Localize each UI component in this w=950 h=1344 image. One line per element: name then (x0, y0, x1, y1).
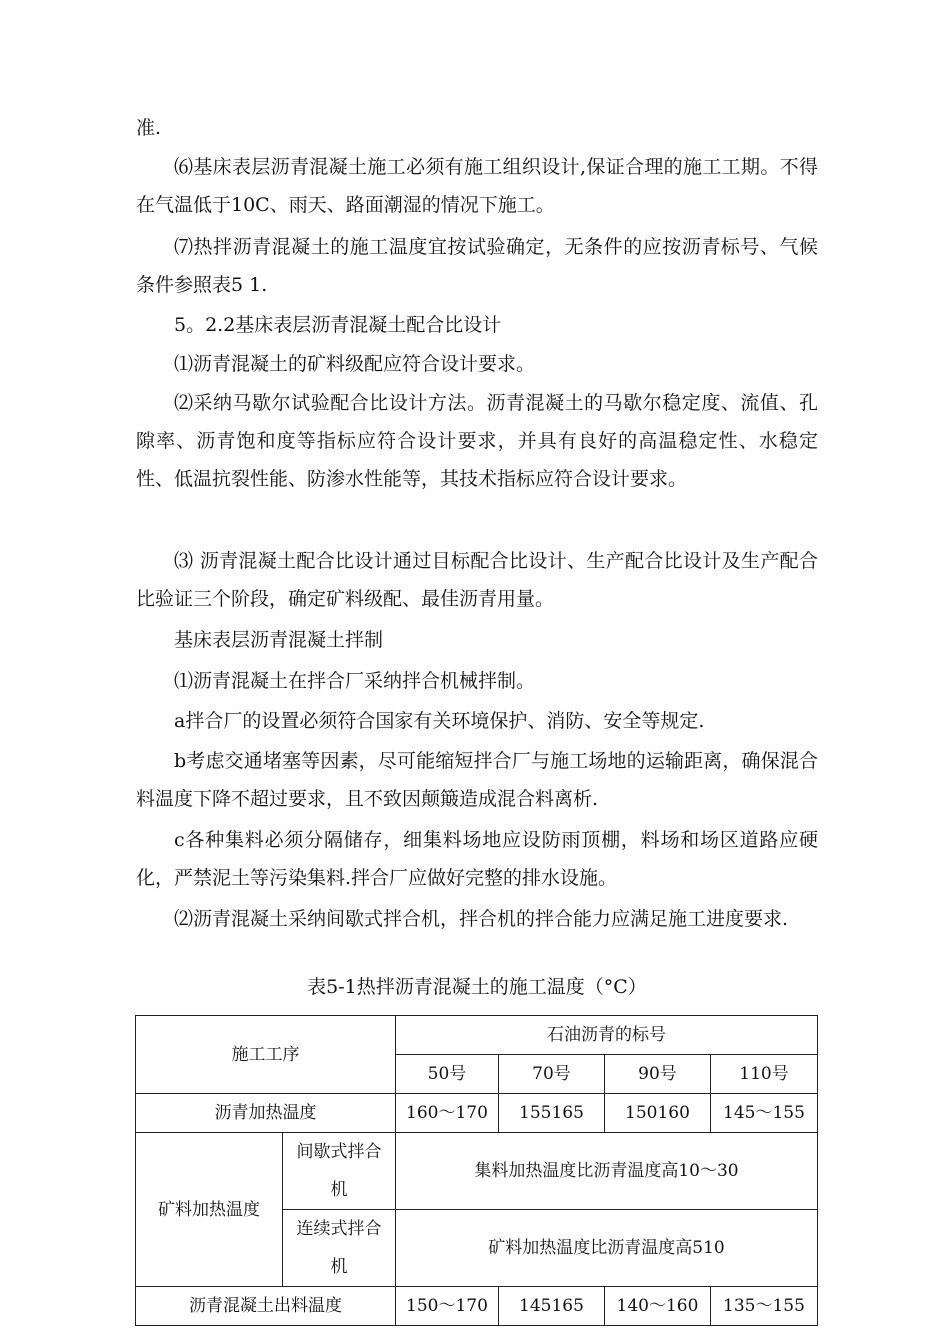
header-grade-50: 50号 (396, 1055, 499, 1094)
cell-heating-70: 155165 (499, 1094, 605, 1133)
sub-label-continuous-mixer: 连续式拌合机 (283, 1210, 396, 1287)
cell-output-70: 145165 (499, 1287, 605, 1326)
table-caption: 表5-1热拌沥青混凝土的施工温度（°C） (307, 976, 647, 998)
header-grade-70: 70号 (499, 1055, 605, 1094)
paragraph-mixing-b: b考虑交通堵塞等因素，尽可能缩短拌合厂与施工场地的运输距离，确保混合料温度下降不超过要求，且不致因颠簸造成混合料离析. (136, 750, 818, 810)
cell-continuous-mixer-note: 矿料加热温度比沥青温度高510 (396, 1210, 818, 1287)
paragraph-item-7: ⑺热拌沥青混凝土的施工温度宜按试验确定，无条件的应按沥青标号、气候条件参照表5 1. (136, 236, 818, 296)
cell-output-50: 150〜170 (396, 1287, 499, 1326)
paragraph-mixing-a: a拌合厂的设置必须符合国家有关环境保护、消防、安全等规定. (174, 710, 705, 732)
paragraph-mix-3: ⑶ 沥青混凝土配合比设计通过目标配合比设计、生产配合比设计及生产配合比验证三个阶段，确定矿料级配、最佳沥青用量。 (136, 550, 818, 610)
sub-label-batch-mixer: 间歇式拌合机 (283, 1133, 396, 1210)
header-asphalt-grade: 石油沥青的标号 (396, 1016, 818, 1055)
header-process: 施工工序 (136, 1016, 396, 1094)
cell-heating-90: 150160 (605, 1094, 711, 1133)
paragraph-continuation: 准. (136, 117, 162, 139)
cell-heating-50: 160〜170 (396, 1094, 499, 1133)
table-row (136, 1287, 818, 1326)
row-label-output-temperature: 沥青混凝土出料温度 (136, 1287, 396, 1326)
cell-output-90: 140〜160 (605, 1287, 711, 1326)
paragraph-mixing-1: ⑴沥青混凝土在拌合厂采纳拌合机械拌制。 (174, 670, 536, 692)
table-row (136, 1094, 818, 1133)
paragraph-mix-2: ⑵采纳马歇尔试验配合比设计方法。沥青混凝土的马歇尔稳定度、流值、孔隙率、沥青饱和度等指标应符合设计要求，并具有良好的高温稳定性、水稳定性、低温抗裂性能、防渗水性能等，其技术指标应符合设计要求。 (136, 392, 818, 490)
table-row (136, 1133, 818, 1210)
section-heading-mixing: 基床表层沥青混凝土拌制 (174, 629, 384, 651)
section-heading-5-2-2: 5。2.2基床表层沥青混凝土配合比设计 (174, 314, 502, 336)
paragraph-mixing-c: c各种集料必须分隔储存，细集料场地应设防雨顶棚，料场和场区道路应硬化，严禁泥土等污染集料.拌合厂应做好完整的排水设施。 (136, 829, 818, 889)
cell-batch-mixer-note: 集料加热温度比沥青温度高10〜30 (396, 1133, 818, 1210)
cell-heating-110: 145〜155 (711, 1094, 818, 1133)
header-grade-90: 90号 (605, 1055, 711, 1094)
row-label-asphalt-heating: 沥青加热温度 (136, 1094, 396, 1133)
paragraph-item-6: ⑹基床表层沥青混凝土施工必须有施工组织设计,保证合理的施工工期。不得在气温低于10C、雨天、路面潮湿的情况下施工。 (136, 156, 818, 216)
row-label-mineral-heating: 矿料加热温度 (136, 1133, 283, 1287)
paragraph-mix-1: ⑴沥青混凝土的矿料级配应符合设计要求。 (174, 353, 536, 375)
table-row (136, 1016, 818, 1055)
construction-temperature-table (135, 1015, 818, 1326)
header-grade-110: 110号 (711, 1055, 818, 1094)
paragraph-mixing-2: ⑵沥青混凝土采纳间歇式拌合机，拌合机的拌合能力应满足施工进度要求. (174, 908, 789, 930)
cell-output-110: 135〜155 (711, 1287, 818, 1326)
